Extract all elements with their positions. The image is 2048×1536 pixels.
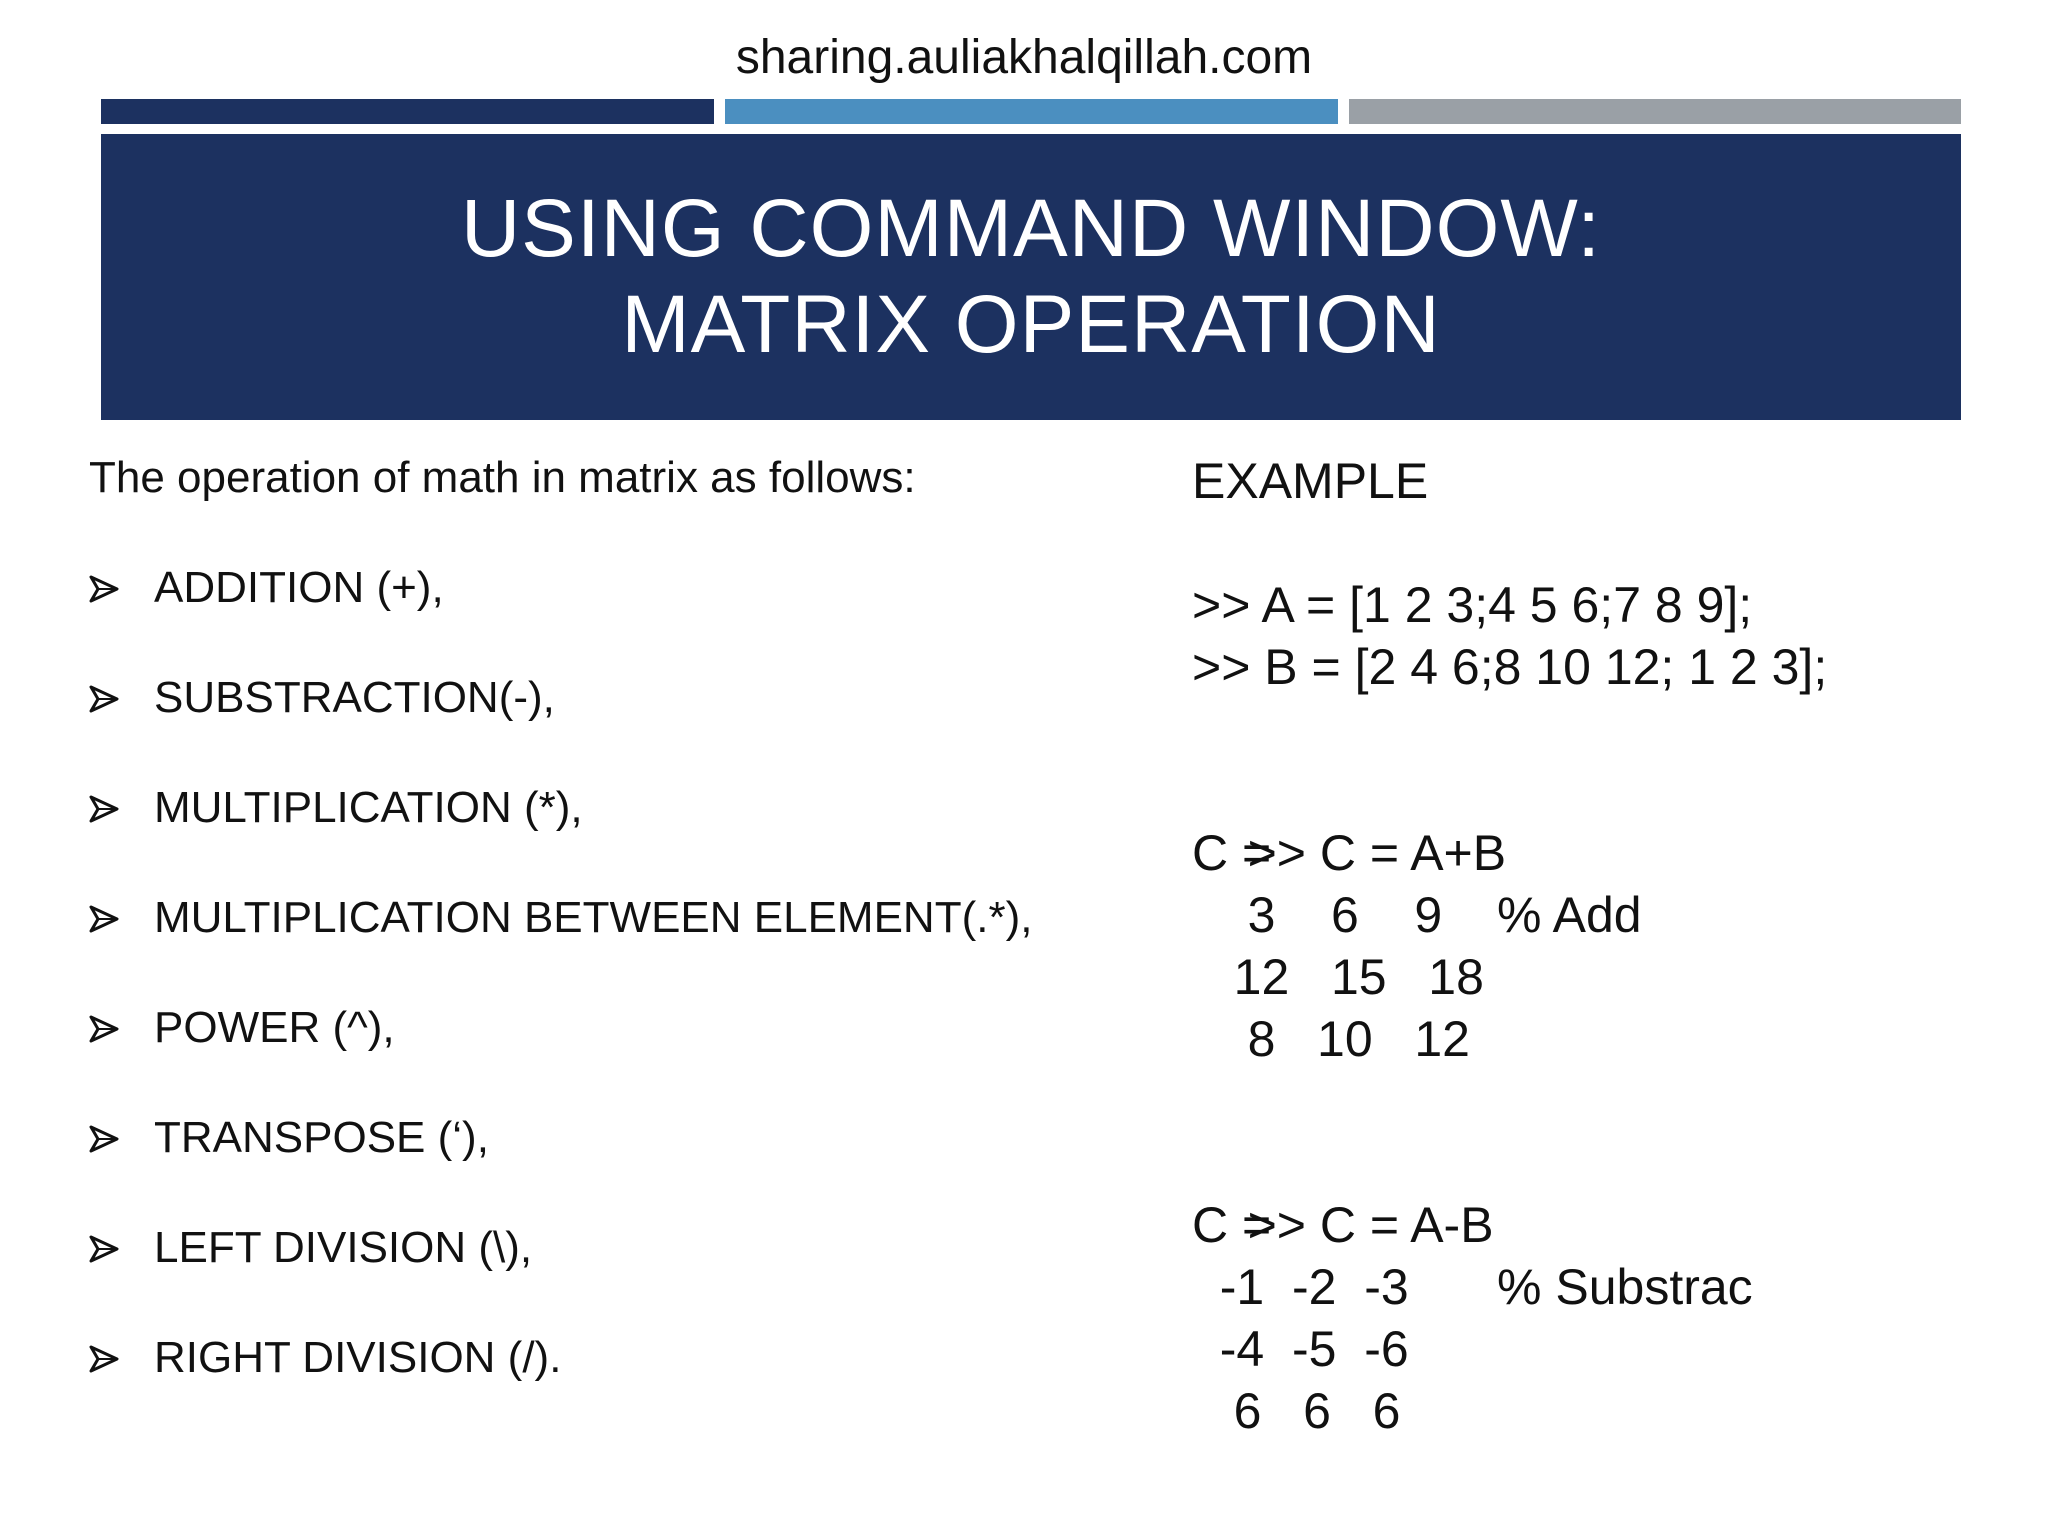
sub-result-row: -4 -5 -6 — [1192, 1321, 1409, 1377]
add-comment: % Add — [1497, 887, 1642, 943]
operation-label: SUBSTRACTION(-), — [154, 673, 555, 722]
list-item — [89, 1328, 1032, 1438]
sub-result-label: C = — [1192, 1197, 1272, 1253]
arrow-bullet-icon — [89, 998, 154, 1043]
example-panel — [1192, 448, 1827, 1442]
intro-text: The operation of math in matrix as follows: — [89, 453, 916, 502]
accent-bar-dark-blue — [101, 99, 714, 124]
arrow-bullet-icon — [89, 888, 154, 933]
arrow-bullet-icon — [89, 1108, 154, 1153]
sub-result-row: -1 -2 -3 — [1192, 1259, 1409, 1315]
accent-bar-light-blue — [725, 99, 1338, 124]
add-result-row: 12 15 18 — [1192, 949, 1484, 1005]
example-heading: EXAMPLE — [1192, 453, 1429, 509]
arrow-bullet-icon — [89, 1328, 154, 1373]
add-result-row: 3 6 9 — [1192, 887, 1443, 943]
operation-label: MULTIPLICATION BETWEEN ELEMENT(.*), — [154, 893, 1033, 942]
list-item — [89, 558, 1032, 668]
list-item — [89, 1218, 1032, 1328]
list-item — [89, 668, 1032, 778]
arrow-bullet-icon — [89, 558, 154, 603]
arrow-bullet-icon — [89, 1218, 154, 1263]
sub-command: >> C = A-B — [1247, 1197, 1494, 1253]
sub-result-row: 6 6 6 — [1192, 1383, 1401, 1439]
operation-label: RIGHT DIVISION (/). — [154, 1333, 562, 1382]
add-result-row: 8 10 12 — [1192, 1011, 1470, 1067]
sub-comment: % Substrac — [1497, 1259, 1753, 1315]
list-item — [89, 778, 1032, 888]
add-result-label: C = — [1192, 825, 1272, 881]
arrow-bullet-icon — [89, 778, 154, 823]
operation-label: LEFT DIVISION (\), — [154, 1223, 533, 1272]
title-line-2: MATRIX OPERATION — [621, 279, 1441, 370]
add-command: >> C = A+B — [1247, 825, 1507, 881]
operation-label: POWER (^), — [154, 1003, 395, 1052]
operations-list — [89, 558, 1032, 1438]
operation-label: TRANSPOSE (‘), — [154, 1113, 489, 1162]
list-item — [89, 998, 1032, 1108]
define-matrix-a: >> A = [1 2 3;4 5 6;7 8 9]; — [1192, 577, 1753, 633]
define-matrix-b: >> B = [2 4 6;8 10 12; 1 2 3]; — [1192, 639, 1828, 695]
title-line-1: USING COMMAND WINDOW: — [460, 183, 1602, 274]
accent-bar-gray — [1349, 99, 1961, 124]
operation-label: MULTIPLICATION (*), — [154, 783, 583, 832]
list-item — [89, 888, 1032, 998]
operation-label: ADDITION (+), — [154, 563, 444, 612]
site-url: sharing.auliakhalqillah.com — [735, 31, 1313, 84]
list-item — [89, 1108, 1032, 1218]
arrow-bullet-icon — [89, 668, 154, 713]
title-banner — [101, 134, 1961, 420]
